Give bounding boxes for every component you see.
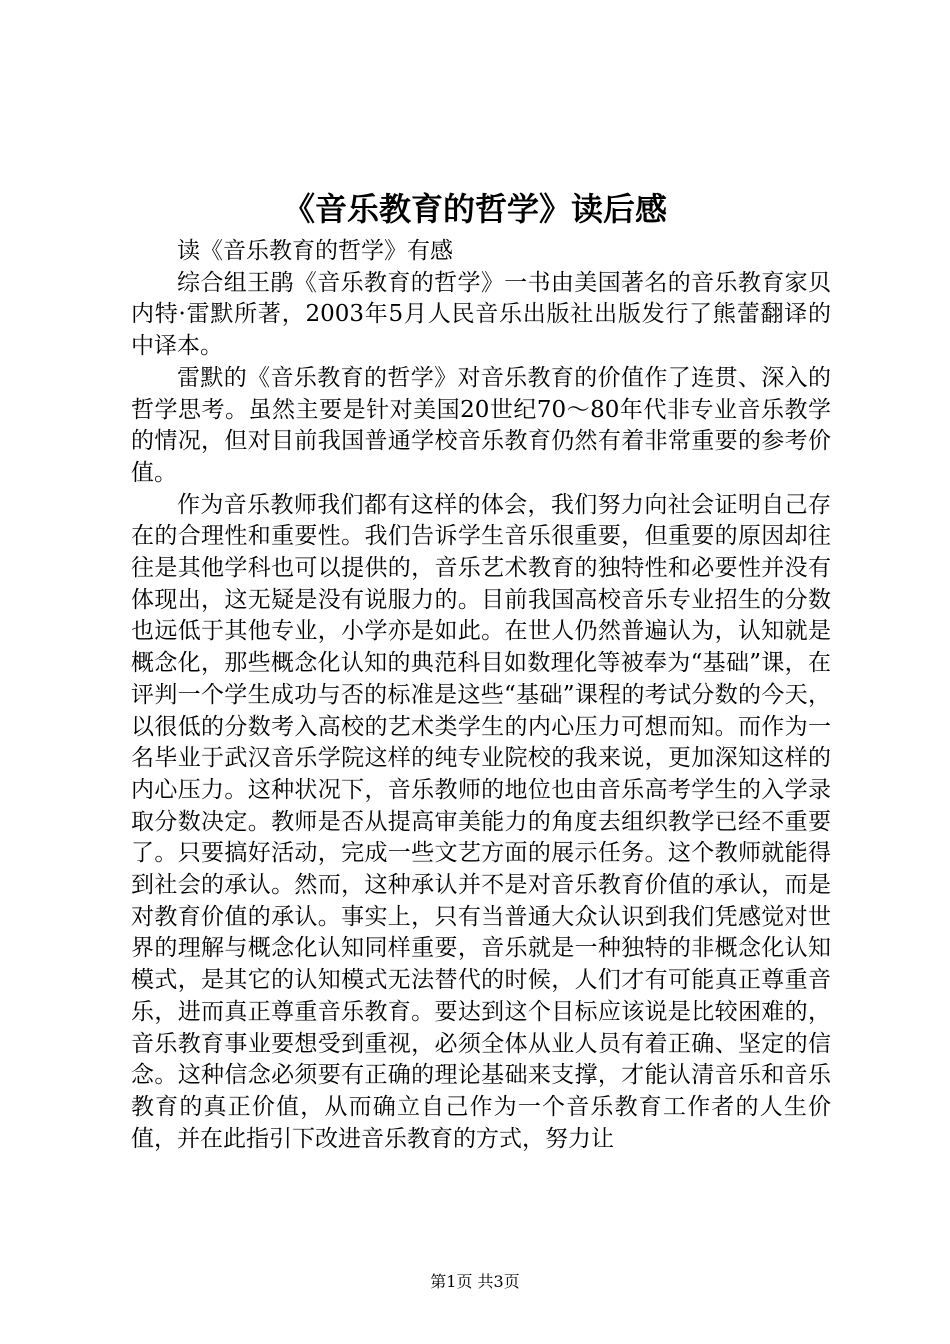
paragraph-summary: 雷默的《音乐教育的哲学》对音乐教育的价值作了连贯、深入的哲学思考。虽然主要是针对美国20世纪70～80年代非专业音乐教学的情况，但对目前我国普通学校音乐教育仍然有着非常重要的参考价值。 [131,364,831,486]
paragraph-reflection: 作为音乐教师我们都有这样的体会，我们努力向社会证明自己存在的合理性和重要性。我们告诉学生音乐很重要，但重要的原因却往往是其他学科也可以提供的，音乐艺术教育的独特性和必要性并没有体现出，这无疑是没有说服力的。目前我国高校音乐专业招生的分数也远低于其他专业，小学亦是如此。在世人仍然普遍认为，认知就是概念化，那些概念化认知的典范科目如数理化等被奉为“基础”课，在评判一个学生成功与否的标准是这些“基础”课程的考试分数的今天，以很低的分数考入高校的艺术类学生的内心压力可想而知。而作为一名毕业于武汉音乐学院这样的纯专业院校的我来说，更加深知这样的内心压力。这种状况下，音乐教师的地位也由音乐高考学生的入学录取分数决定。教师是否从提高审美能力的角度去组织教学已经不重要了。只要搞好活动，完成一些文艺方面的展示任务。这个教师就能得到社会的承认。然而，这种承认并不是对音乐教育价值的承认，而是对教育价值的承认。事实上，只有当普通大众认识到我们凭感觉对世界的理解与概念化认知同样重要，音乐就是一种独特的非概念化认知模式，是其它的认知模式无法替代的时候，人们才有可能真正尊重音乐，进而真正尊重音乐教育。要达到这个目标应该说是比较困难的，音乐教育事业要想受到重视，必须全体从业人员有着正确、坚定的信念。这种信念必须要有正确的理论基础来支撑，才能认清音乐和音乐教育的真正价值，从而确立自己作为一个音乐教育工作者的人生价值，并在此指引下改进音乐教育的方式，努力让 [131,491,831,1152]
paragraph-intro: 综合组王鹃《音乐教育的哲学》一书由美国著名的音乐教育家贝内特·雷默所著，2003年5月人民音乐出版社出版发行了熊蕾翻译的中译本。 [131,269,831,360]
paragraph-subtitle: 读《音乐教育的哲学》有感 [177,238,453,264]
document-title: 《音乐教育的哲学》读后感 [282,190,667,228]
page-number-footer: 第1页 共3页 [430,1272,520,1291]
document-body [131,236,831,1155]
